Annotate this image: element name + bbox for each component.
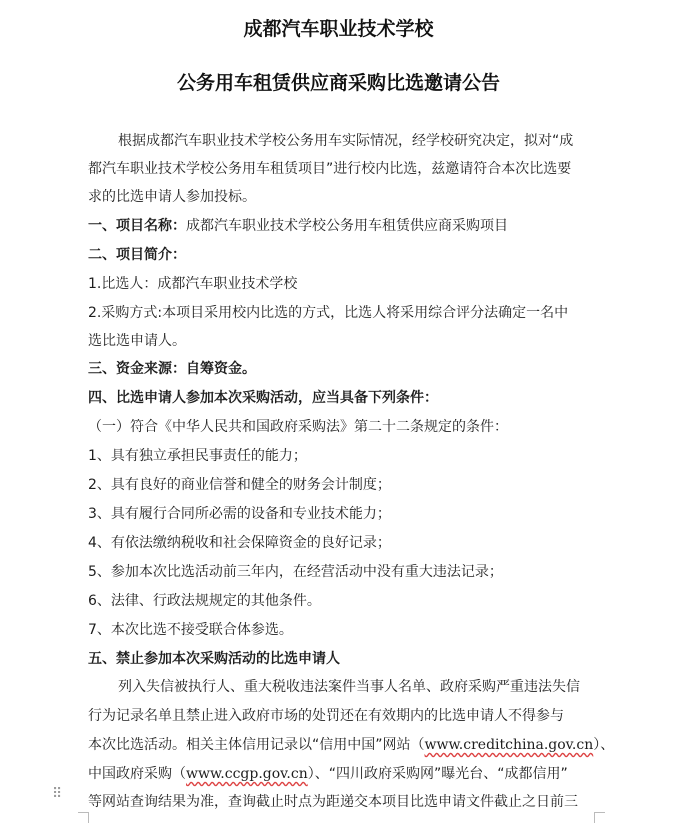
section-5-line-3-end: ）、 <box>593 737 615 753</box>
condition-item: 2、具有良好的商业信誉和健全的财务会计制度； <box>88 477 391 493</box>
section-5-heading: 五、禁止参加本次采购活动的比选申请人 <box>88 651 340 667</box>
section-5-line-5: 等网站查询结果为准，查询截止时点为距递交本项目比选申请文件截止之日前三 <box>88 794 578 810</box>
condition-item: 4、有依法缴纳税收和社会保障资金的良好记录； <box>88 535 391 551</box>
school-title: 成都汽车职业技术学校 <box>243 18 434 40</box>
page-corner-marker <box>78 812 89 823</box>
section-4-subheading: （一）符合《中华人民共和国政府采购法》第二十二条规定的条件： <box>88 419 508 435</box>
section-5-line-1: 列入失信被执行人、重大税收违法案件当事人名单、政府采购严重违法失信 <box>118 679 580 695</box>
intro-line-3: 求的比选申请人参加投标。 <box>88 189 256 205</box>
section-5-line-3 <box>88 735 615 755</box>
section-1-text: 成都汽车职业技术学校公务用车租赁供应商采购项目 <box>186 218 508 234</box>
section-5-line-4-end: ）、“四川政府采购网”曝光台、“成都信用” <box>307 766 568 782</box>
notice-title: 公务用车租赁供应商采购比选邀请公告 <box>176 72 500 94</box>
condition-item: 6、法律、行政法规规定的其他条件。 <box>88 593 321 609</box>
page-corner-marker <box>594 812 605 823</box>
section-2-item-2-line-2: 选比选申请人。 <box>88 333 186 349</box>
section-1 <box>88 216 608 236</box>
condition-item: 3、具有履行合同所必需的设备和专业技术能力； <box>88 506 391 522</box>
section-2-item-2-line-1: 2.采购方式:本项目采用校内比选的方式，比选人将采用综合评分法确定一名中 <box>88 305 569 321</box>
condition-item: 7、本次比选不接受联合体参选。 <box>88 622 293 638</box>
section-5-line-4 <box>88 764 608 784</box>
section-5-line-3-text: 本次比选活动。相关主体信用记录以“信用中国”网站（ <box>88 737 425 753</box>
section-5-line-2: 行为记录名单且禁止进入政府市场的处罚还在有效期内的比选申请人不得参与 <box>88 708 564 724</box>
creditchina-url[interactable]: www.creditchina.gov.cn <box>424 737 594 753</box>
ccgp-url[interactable]: www.ccgp.gov.cn <box>186 766 308 782</box>
condition-item: 1、具有独立承担民事责任的能力； <box>88 448 307 464</box>
intro-line-2: 都汽车职业技术学校公务用车租赁项目”进行校内比选，兹邀请符合本次比选要 <box>88 161 572 177</box>
section-3-heading: 三、资金来源：自筹资金。 <box>88 361 256 377</box>
section-5-line-4-text: 中国政府采购（ <box>88 766 186 782</box>
section-2-heading: 二、项目简介： <box>88 247 186 263</box>
section-1-heading: 一、项目名称： <box>88 218 186 234</box>
section-4-heading: 四、比选申请人参加本次采购活动，应当具备下列条件： <box>88 390 438 406</box>
drag-handle-icon[interactable]: ⠿ <box>52 786 62 802</box>
intro-line-1: 根据成都汽车职业技术学校公务用车实际情况，经学校研究决定，拟对“成 <box>118 133 574 149</box>
section-2-item-1: 1.比选人：成都汽车职业技术学校 <box>88 276 298 292</box>
condition-item: 5、参加本次比选活动前三年内，在经营活动中没有重大违法记录； <box>88 564 503 580</box>
